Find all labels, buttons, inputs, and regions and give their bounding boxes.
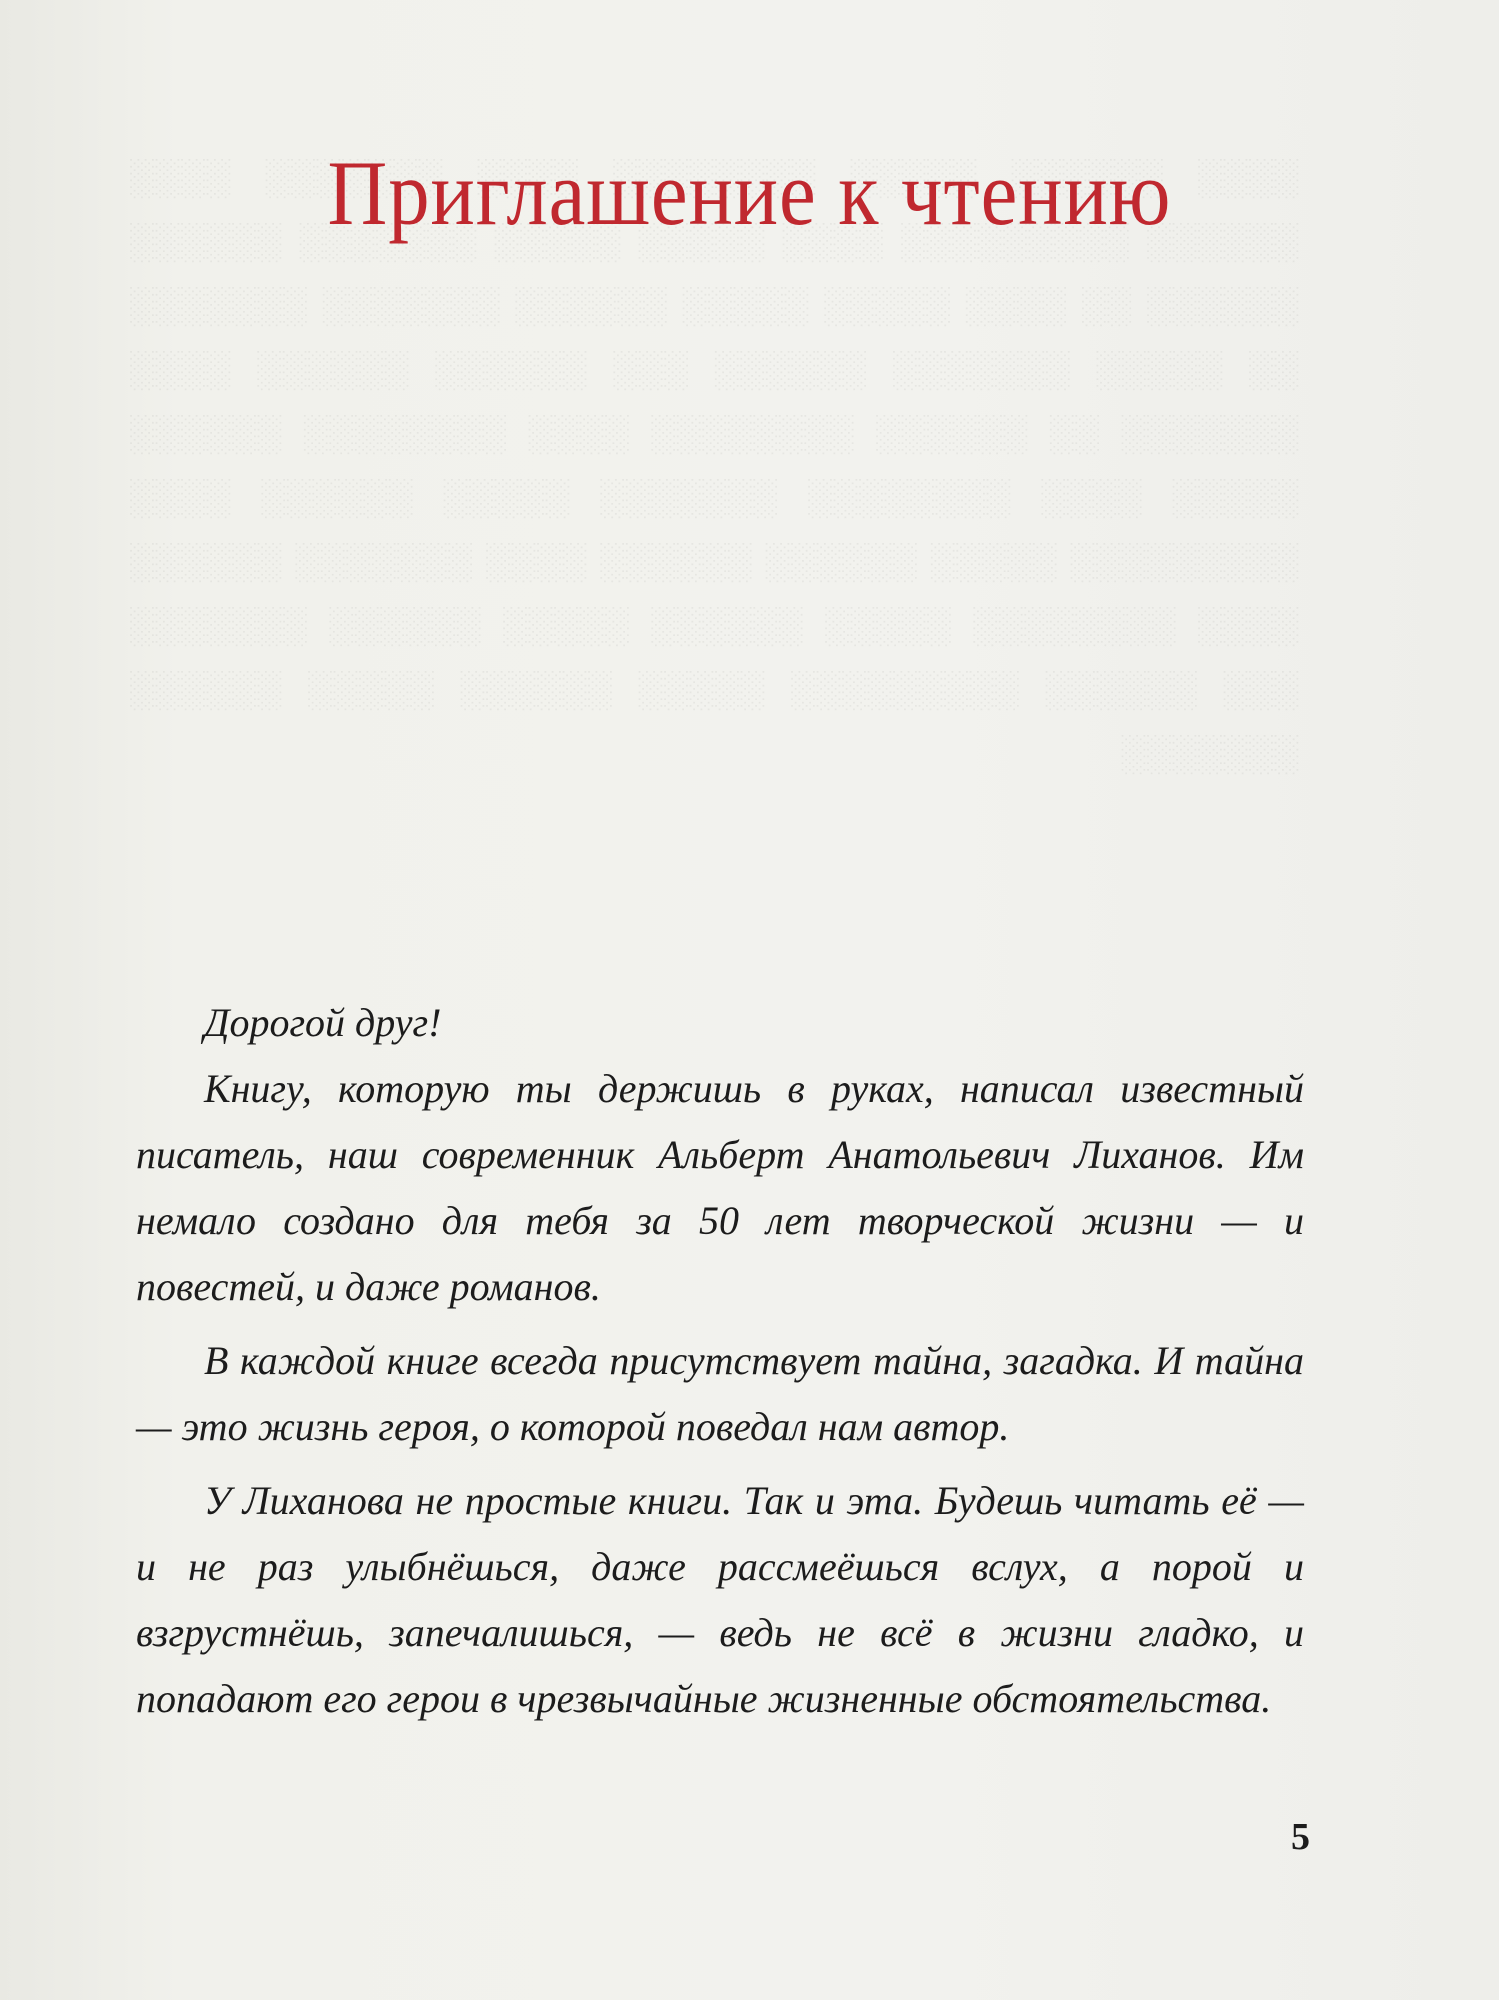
paragraph: В каждой книге всегда присутствует тайна, загадка. И тайна — это жизнь героя, о которой поведал нам автор. — [136, 1338, 1304, 1449]
body-text — [136, 990, 1304, 1740]
page-number: 5 — [1291, 1816, 1310, 1858]
paragraph: Книгу, которую ты держишь в руках, написал известный писатель, наш современник Альберт Анатольевич Лиханов. Им немало создано для тебя за 50 лет творческой жизни — и повестей, и даже романов. — [136, 1066, 1304, 1309]
page-title: Приглашение к чтению — [327, 142, 1172, 244]
greeting: Дорогой друг! — [204, 1000, 442, 1045]
paragraph: У Лиханова не простые книги. Так и эта. Будешь читать её — и не раз улыбнёшься, даже рассмеёшься вслух, а порой и взгрустнёшь, запечалишься, — ведь не всё в жизни гладко, и попадают его герои в чрезвычайные жизненные обстоятельства. — [136, 1478, 1304, 1721]
